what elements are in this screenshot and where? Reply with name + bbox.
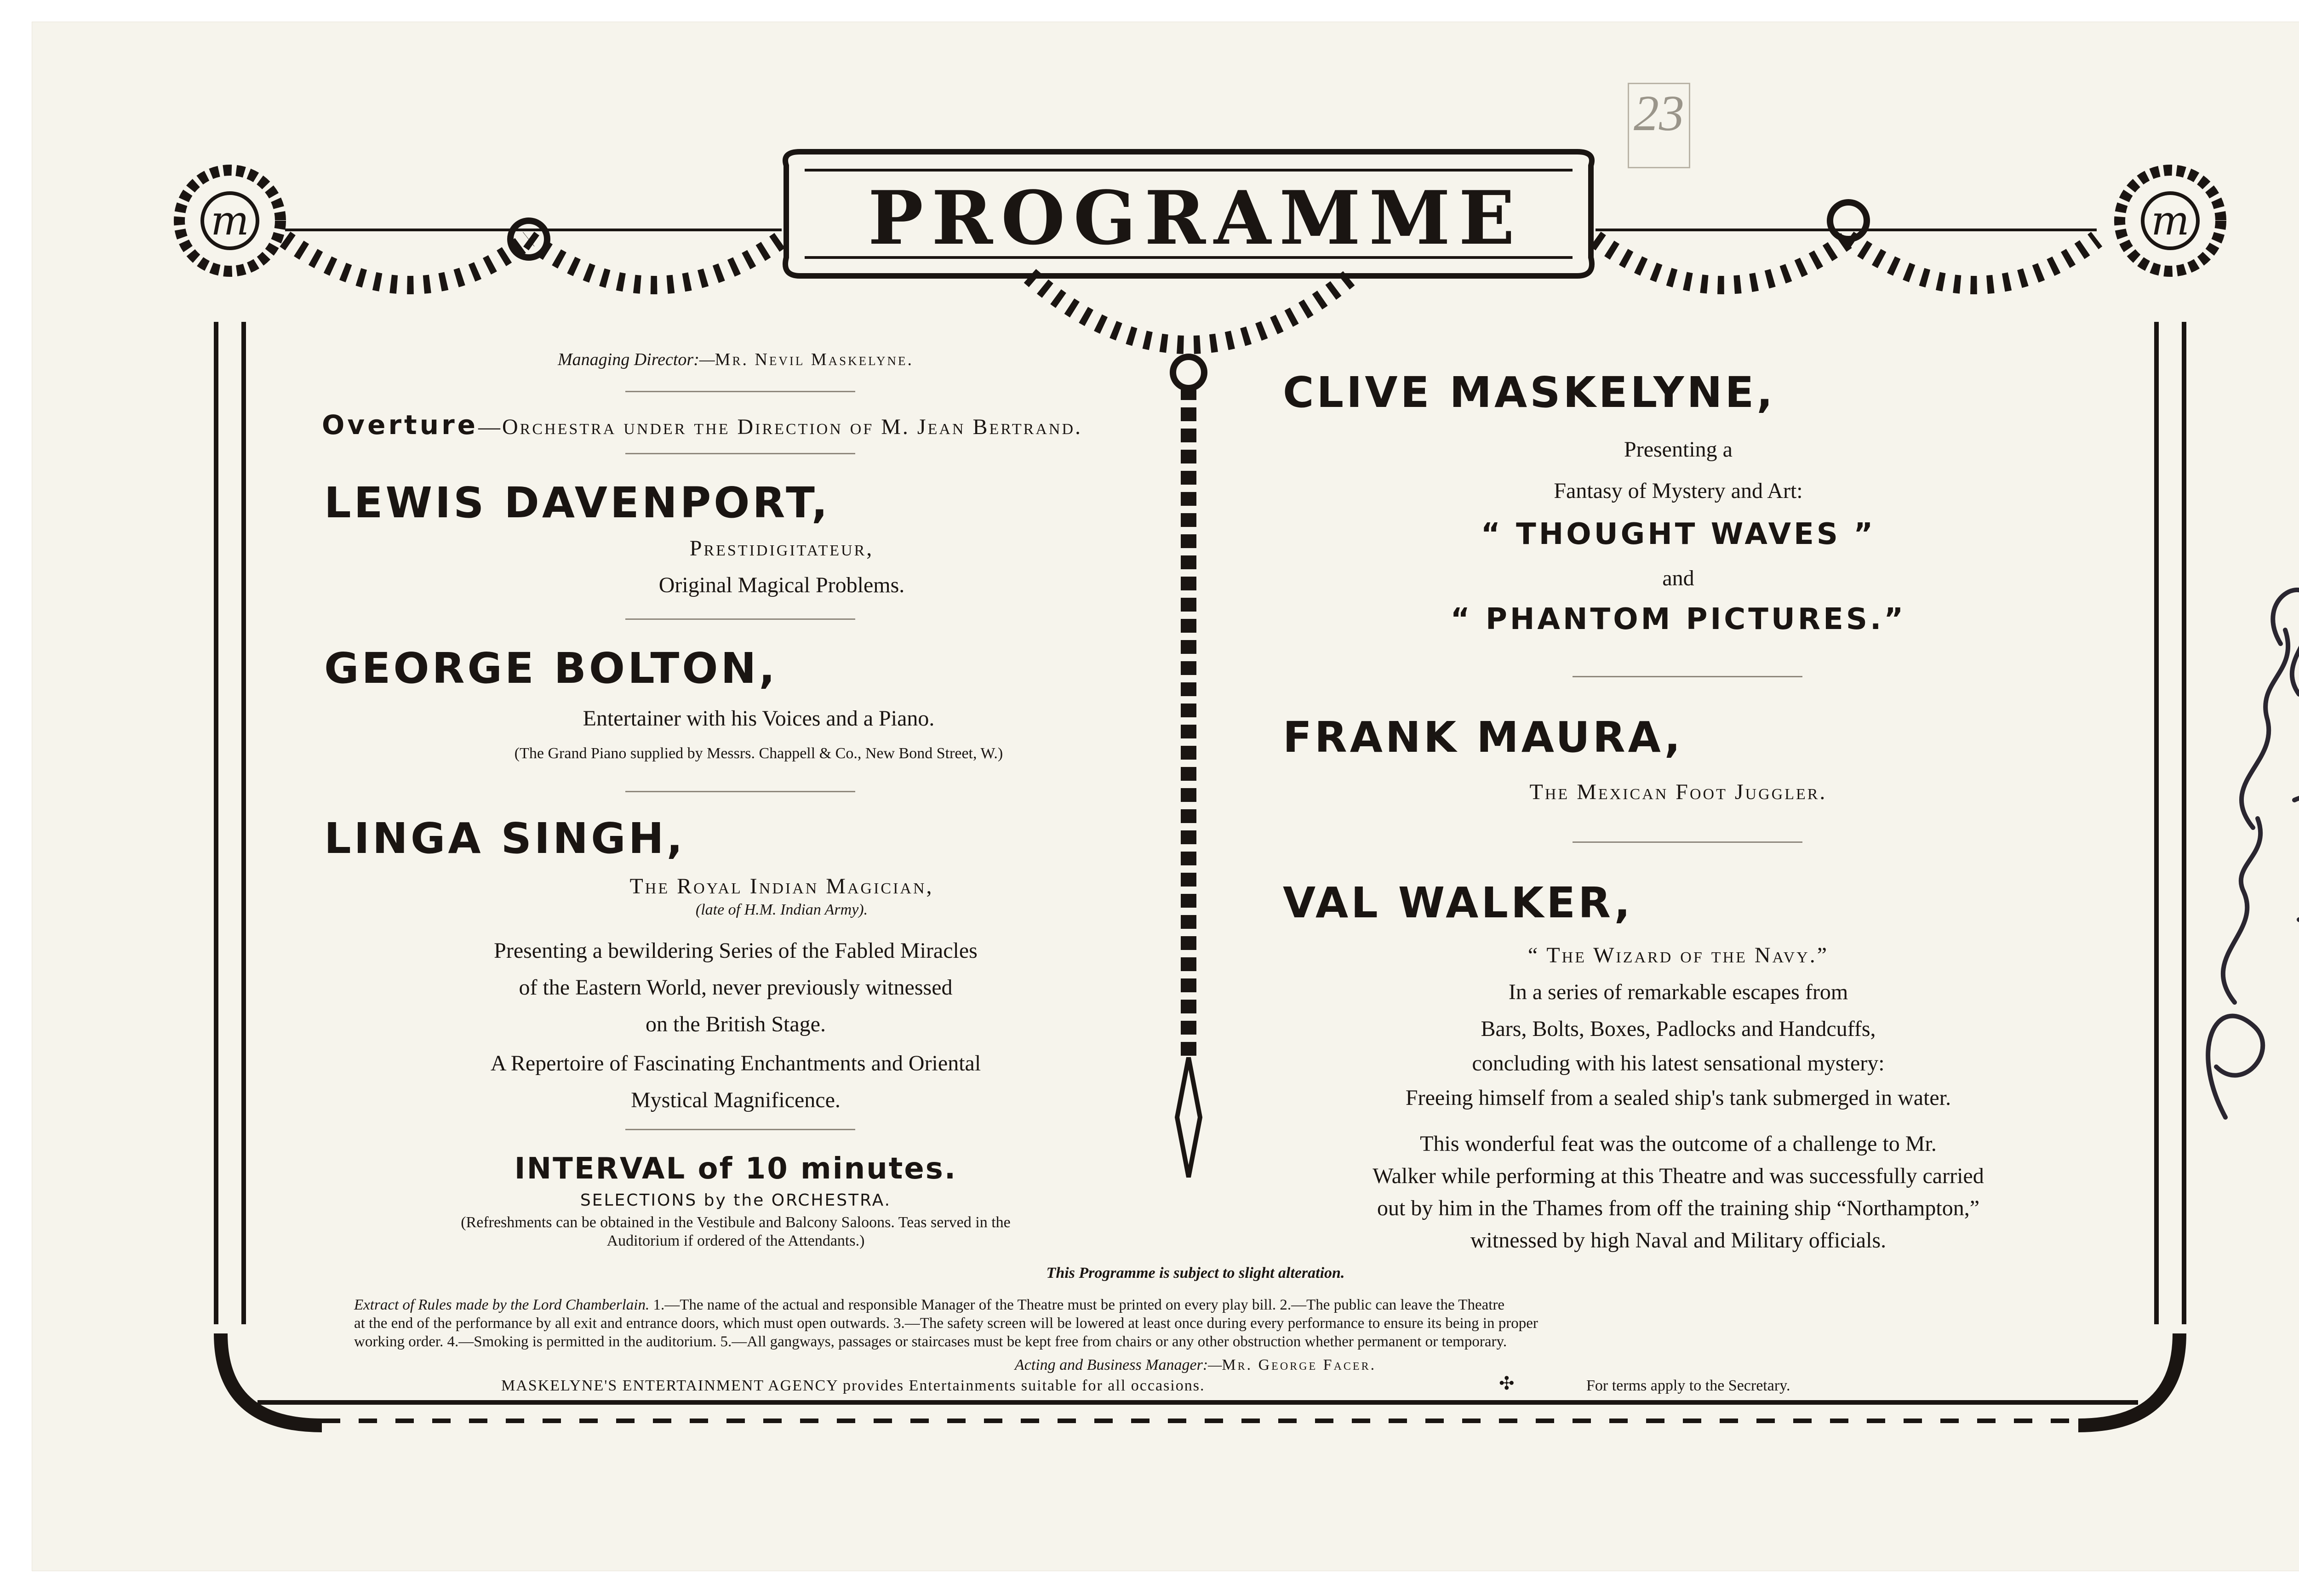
feature-phantom-pictures: “ PHANTOM PICTURES.” (1450, 602, 1906, 636)
acting-manager (552, 1356, 1839, 1374)
act-para-line: Walker while performing at this Theatre and was successfully carried (1373, 1164, 1984, 1188)
act-line: Prestidigitateur, (689, 536, 874, 561)
handwritten-signature (2161, 543, 2299, 1186)
rules-line-1 (354, 1297, 2055, 1314)
acting-manager-label: Acting and Business Manager:— (1014, 1356, 1222, 1373)
act-para-line: Presenting a bewildering Series of the Fabled Miracles (494, 938, 978, 963)
fleuron-icon: ✣ (1499, 1373, 1515, 1394)
act-note: (The Grand Piano supplied by Messrs. Chappell & Co., New Bond Street, W.) (514, 745, 1003, 762)
act-para-line: out by him in the Thames from off the training ship “Northampton,” (1377, 1196, 1979, 1220)
page-title: PROGRAMME (868, 175, 1523, 261)
rules-line-2: at the end of the performance by all exit and entrance doors, which must open outwards. 3.—The safety screen will be lowered at least once during every performance to ensure its being in proper (354, 1315, 1538, 1332)
feature-thought-waves: “ THOUGHT WAVES ” (1481, 517, 1876, 551)
act-para-line: on the British Stage. (646, 1012, 826, 1036)
act-para-line: This wonderful feat was the outcome of a challenge to Mr. (1420, 1132, 1937, 1156)
act-line: In a series of remarkable escapes from (1508, 980, 1848, 1004)
act-line: concluding with his latest sensational mystery: (1472, 1051, 1885, 1075)
act-para-line: Mystical Magnificence. (631, 1088, 841, 1112)
act-line: The Royal Indian Magician, (629, 874, 934, 898)
interval-note-line: (Refreshments can be obtained in the Vestibule and Balcony Saloons. Teas served in the (461, 1214, 1011, 1231)
act-name-linga-singh: LINGA SINGH, (324, 814, 686, 863)
act-name-val-walker: VAL WALKER, (1283, 878, 1633, 927)
act-name-frank-maura: FRANK MAURA, (1283, 713, 1683, 762)
act-name-clive-maskelyne: CLIVE MASKELYNE, (1283, 368, 1776, 417)
overture-line (322, 409, 1150, 440)
subject-to-alteration: This Programme is subject to slight alteration. (1046, 1264, 1345, 1281)
act-line: Fantasy of Mystery and Art: (1554, 479, 1803, 503)
act-note: (late of H.M. Indian Army). (695, 901, 868, 918)
managing-director-name: Mr. Nevil Maskelyne. (715, 350, 914, 369)
act-line: and (1662, 566, 1694, 590)
interval-heading: INTERVAL of 10 minutes. (514, 1152, 957, 1186)
act-name-lewis-davenport: LEWIS DAVENPORT, (324, 478, 830, 527)
overture-text: —Orchestra under the Direction of M. Jean Bertrand. (478, 415, 1082, 439)
rules-text: 1.—The name of the actual and responsible Manager of the Theatre must be printed on every play bill. 2.—The public can leave the Theatre (653, 1297, 1505, 1313)
agency-line: MASKELYNE'S ENTERTAINMENT AGENCY provides Entertainments suitable for all occasions. (501, 1377, 1205, 1394)
act-line: Original Magical Problems. (658, 573, 905, 597)
catalogue-number: 23 (1628, 83, 1690, 168)
act-para-line: A Repertoire of Fascinating Enchantments and Oriental (490, 1051, 981, 1075)
act-line: Presenting a (1624, 437, 1733, 462)
managing-director (322, 349, 1150, 370)
act-line: “ The Wizard of the Navy.” (1527, 943, 1829, 967)
act-line: Entertainer with his Voices and a Piano. (583, 706, 935, 731)
rules-line-3: working order. 4.—Smoking is permitted in the auditorium. 5.—All gangways, passages or staircases must be kept free from chairs or any other obstruction whether permanent or temporary. (354, 1333, 1507, 1350)
interval-note-line: Auditorium if ordered of the Attendants.) (606, 1232, 865, 1249)
act-para-line: of the Eastern World, never previously witnessed (519, 975, 953, 1000)
act-line: The Mexican Foot Juggler. (1529, 780, 1827, 804)
terms-line: For terms apply to the Secretary. (1586, 1377, 1790, 1394)
interval-selections: SELECTIONS by the ORCHESTRA. (580, 1191, 892, 1210)
act-line: Freeing himself from a sealed ship's tank submerged in water. (1405, 1086, 1951, 1110)
act-para-line: witnessed by high Naval and Military officials. (1470, 1228, 1887, 1253)
managing-director-label: Managing Director:— (558, 350, 715, 369)
svg-text:m: m (2151, 197, 2190, 244)
act-name-george-bolton: GEORGE BOLTON, (324, 644, 778, 693)
rules-label: Extract of Rules made by the Lord Chamberlain. (354, 1297, 650, 1313)
act-line: Bars, Bolts, Boxes, Padlocks and Handcuffs, (1481, 1017, 1876, 1041)
acting-manager-name: Mr. George Facer. (1222, 1356, 1377, 1373)
overture-label: Overture (322, 409, 479, 440)
svg-text:m: m (211, 197, 249, 244)
